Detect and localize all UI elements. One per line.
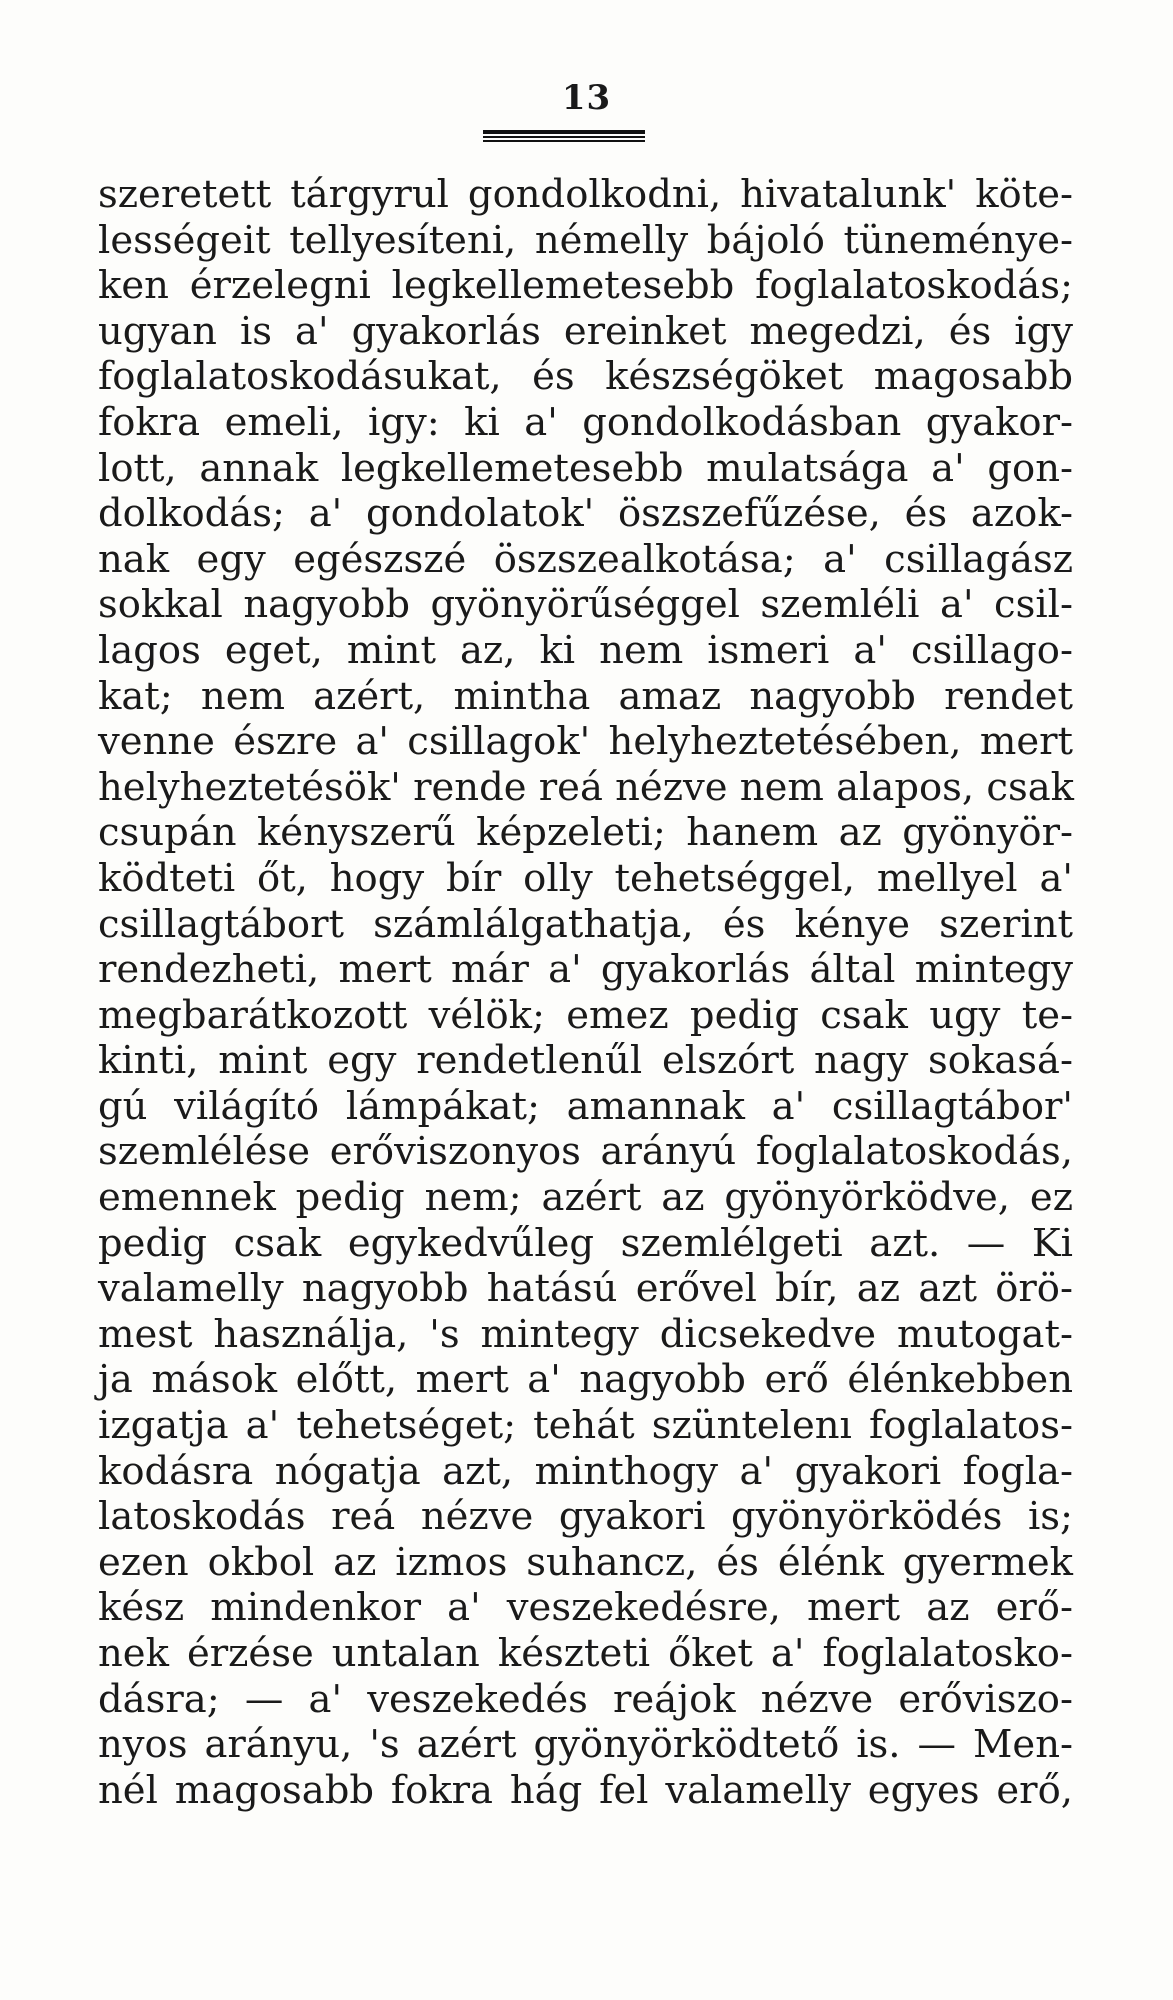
text-line: fokra emeli, igy: ki a' gondolkodásban gyakor-	[98, 399, 1073, 445]
page-number: 13	[561, 78, 612, 118]
text-line: ugyan is a' gyakorlás ereinket megedzi, és igy	[98, 308, 1073, 354]
text-line: foglalatoskodásukat, és készségöket magosabb	[98, 354, 1073, 400]
text-line: kodásra nógatja azt, minthogy a' gyakori fogla-	[98, 1448, 1073, 1494]
text-line: latoskodás reá nézve gyakori gyönyörködés is;	[98, 1494, 1073, 1540]
text-line: ja mások előtt, mert a' nagyobb erő élénkebben	[98, 1357, 1073, 1403]
body-text	[98, 172, 1073, 1813]
text-line: dolkodás; a' gondolatok' öszszefűzése, és azok-	[98, 491, 1073, 537]
text-line: gú világító lámpákat; amannak a' csillagtábor'	[98, 1083, 1073, 1129]
text-line: nak egy egészszé öszszealkotása; a' csillagász	[98, 536, 1073, 582]
text-line: csillagtábort számlálgathatja, és kénye szerint	[98, 901, 1073, 947]
text-line: mest használja, 's mintegy dicsekedve mutogat-	[98, 1311, 1073, 1357]
text-line: kat; nem azért, mintha amaz nagyobb rendet	[98, 673, 1073, 719]
text-line: helyheztetésök' rende reá nézve nem alapos, csak	[98, 764, 1074, 810]
text-line: nyos arányu, 's azért gyönyörködtető is. — Men-	[98, 1722, 1073, 1768]
header-rule	[483, 130, 645, 142]
text-line: kész mindenkor a' veszekedésre, mert az erő-	[98, 1585, 1073, 1631]
text-line: lességeit tellyesíteni, némelly bájoló tüneménye-	[98, 217, 1073, 263]
text-line: megbarátkozott vélök; emez pedig csak ugy te-	[98, 992, 1073, 1038]
text-line: szeretett tárgyrul gondolkodni, hivatalunk' köte-	[98, 172, 1073, 217]
text-line: ezen okbol az izmos suhancz, és élénk gyermek	[98, 1539, 1073, 1585]
text-line: pedig csak egykedvűleg szemlélgeti azt. — Ki	[98, 1220, 1073, 1266]
text-line: dásra; — a' veszekedés reájok nézve erőviszo-	[98, 1676, 1073, 1722]
text-line: rendezheti, mert már a' gyakorlás által mintegy	[98, 947, 1073, 993]
text-line: sokkal nagyobb gyönyörűséggel szemléli a' csil-	[98, 582, 1073, 628]
text-line: nek érzése untalan készteti őket a' foglalatosko-	[98, 1631, 1073, 1676]
text-line: ködteti őt, hogy bír olly tehetséggel, mellyel a'	[98, 855, 1073, 901]
text-line: emennek pedig nem; azért az gyönyörködve, ez	[98, 1175, 1073, 1221]
header-rule-inner	[483, 136, 645, 138]
text-line: valamelly nagyobb hatású erővel bír, az azt örö-	[98, 1266, 1073, 1312]
text-line: csupán kényszerű képzeleti; hanem az gyönyör-	[98, 810, 1073, 856]
text-line: venne észre a' csillagok' helyheztetésében, mert	[98, 719, 1073, 765]
text-line: lott, annak legkellemetesebb mulatsága a' gon-	[98, 445, 1073, 491]
text-line: nél magosabb fokra hág fel valamelly egyes erő,	[98, 1767, 1073, 1813]
text-line: izgatja a' tehetséget; tehát szüntelenı foglalatos-	[98, 1403, 1073, 1449]
text-line: szemlélése erőviszonyos arányú foglalatoskodás,	[98, 1129, 1073, 1175]
text-line: kinti, mint egy rendetlenűl elszórt nagy sokasá-	[98, 1038, 1073, 1084]
text-line: ken érzelegni legkellemetesebb foglalatoskodás;	[98, 263, 1073, 309]
text-line: lagos eget, mint az, ki nem ismeri a' csillago-	[98, 627, 1073, 673]
